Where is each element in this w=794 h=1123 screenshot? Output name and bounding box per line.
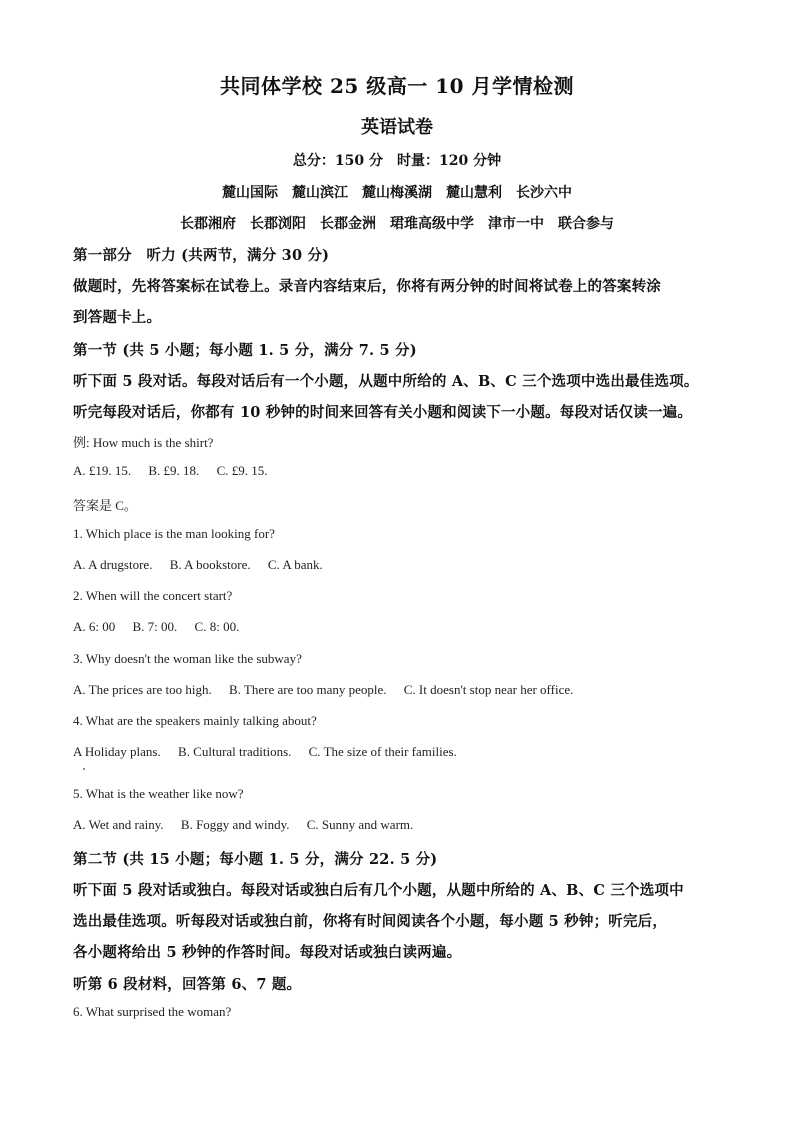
q1-option-c: C. A bank. xyxy=(267,557,323,572)
question-1-options xyxy=(73,557,723,573)
section1-instruction-line-2: 听完每段对话后，你都有 10 秒钟的时间来回答有关小题和阅读下一小题。每段对话仅读一遍。 xyxy=(73,404,693,421)
question-5-options xyxy=(73,817,723,833)
q1-option-a: A. A drugstore. xyxy=(73,557,153,572)
question-5: 5. What is the weather like now? xyxy=(73,786,244,801)
q4-option-b: B. Cultural traditions. xyxy=(178,744,292,759)
q3-option-a: A. The prices are too high. xyxy=(73,682,212,697)
q3-option-b: B. There are too many people. xyxy=(229,682,387,697)
schools-line-2: 长郡湘府 长郡浏阳 长郡金洲 珺琟高级中学 津市一中 联合参与 xyxy=(180,216,614,232)
question-4: 4. What are the speakers mainly talking about? xyxy=(73,713,317,728)
exam-title: 共同体学校 25 级高一 10 月学情检测 xyxy=(219,74,574,98)
q5-option-c: C. Sunny and warm. xyxy=(306,817,414,832)
example-answer: 答案是 C。 xyxy=(73,498,137,513)
section1-heading: 第一节 (共 5 小题；每小题 1. 5 分，满分 7. 5 分) xyxy=(73,342,417,359)
question-2-options xyxy=(73,619,723,635)
question-6: 6. What surprised the woman? xyxy=(73,1004,232,1019)
example-option-b: B. £9. 18. xyxy=(148,463,200,478)
q2-option-c: C. 8: 00. xyxy=(194,619,240,634)
question-4-options xyxy=(73,744,723,760)
section2-heading: 第二节 (共 15 小题；每小题 1. 5 分，满分 22. 5 分) xyxy=(73,851,438,868)
part1-heading: 第一部分 听力 (共两节，满分 30 分) xyxy=(73,247,330,264)
q5-option-b: B. Foggy and windy. xyxy=(180,817,290,832)
question-2: 2. When will the concert start? xyxy=(73,588,233,603)
q2-option-a: A. 6: 00 xyxy=(73,619,116,634)
schools-line-1: 麓山国际 麓山滨江 麓山梅溪湖 麓山慧利 长沙六中 xyxy=(222,185,572,201)
question-3: 3. Why doesn't the woman like the subway? xyxy=(73,651,302,666)
section2-instruction-line-1: 听下面 5 段对话或独白。每段对话或独白后有几个小题，从题中所给的 A、B、C 三个选项中 xyxy=(73,882,684,899)
example-question: 例: How much is the shirt? xyxy=(73,435,214,450)
q2-option-b: B. 7: 00. xyxy=(132,619,178,634)
q4-option-a: A Holiday plans. xyxy=(73,744,161,759)
question-3-options xyxy=(73,682,723,698)
example-options xyxy=(73,463,723,479)
section2-instruction-line-3: 各小题将给出 5 秒钟的作答时间。每段对话或独白读两遍。 xyxy=(73,944,462,961)
stray-dot xyxy=(83,768,85,770)
q4-option-c: C. The size of their families. xyxy=(308,744,457,759)
part1-instruction-line-2: 到答题卡上。 xyxy=(73,309,162,326)
q3-option-c: C. It doesn't stop near her office. xyxy=(403,682,574,697)
question-1: 1. Which place is the man looking for? xyxy=(73,526,275,541)
score-time-line: 总分：150 分 时量：120 分钟 xyxy=(292,153,502,169)
exam-subject: 英语试卷 xyxy=(361,117,433,138)
material-6-note: 听第 6 段材料，回答第 6、7 题。 xyxy=(73,976,302,993)
example-option-c: C. £9. 15. xyxy=(216,463,268,478)
part1-instruction-line-1: 做题时，先将答案标在试卷上。录音内容结束后，你将有两分钟的时间将试卷上的答案转涂 xyxy=(73,278,661,295)
q5-option-a: A. Wet and rainy. xyxy=(73,817,164,832)
section2-instruction-line-2: 选出最佳选项。听每段对话或独白前，你将有时间阅读各个小题，每小题 5 秒钟；听完后， xyxy=(73,913,668,930)
example-option-a: A. £19. 15. xyxy=(73,463,132,478)
q1-option-b: B. A bookstore. xyxy=(169,557,251,572)
section1-instruction-line-1: 听下面 5 段对话。每段对话后有一个小题，从题中所给的 A、B、C 三个选项中选出最佳选项。 xyxy=(73,373,699,390)
